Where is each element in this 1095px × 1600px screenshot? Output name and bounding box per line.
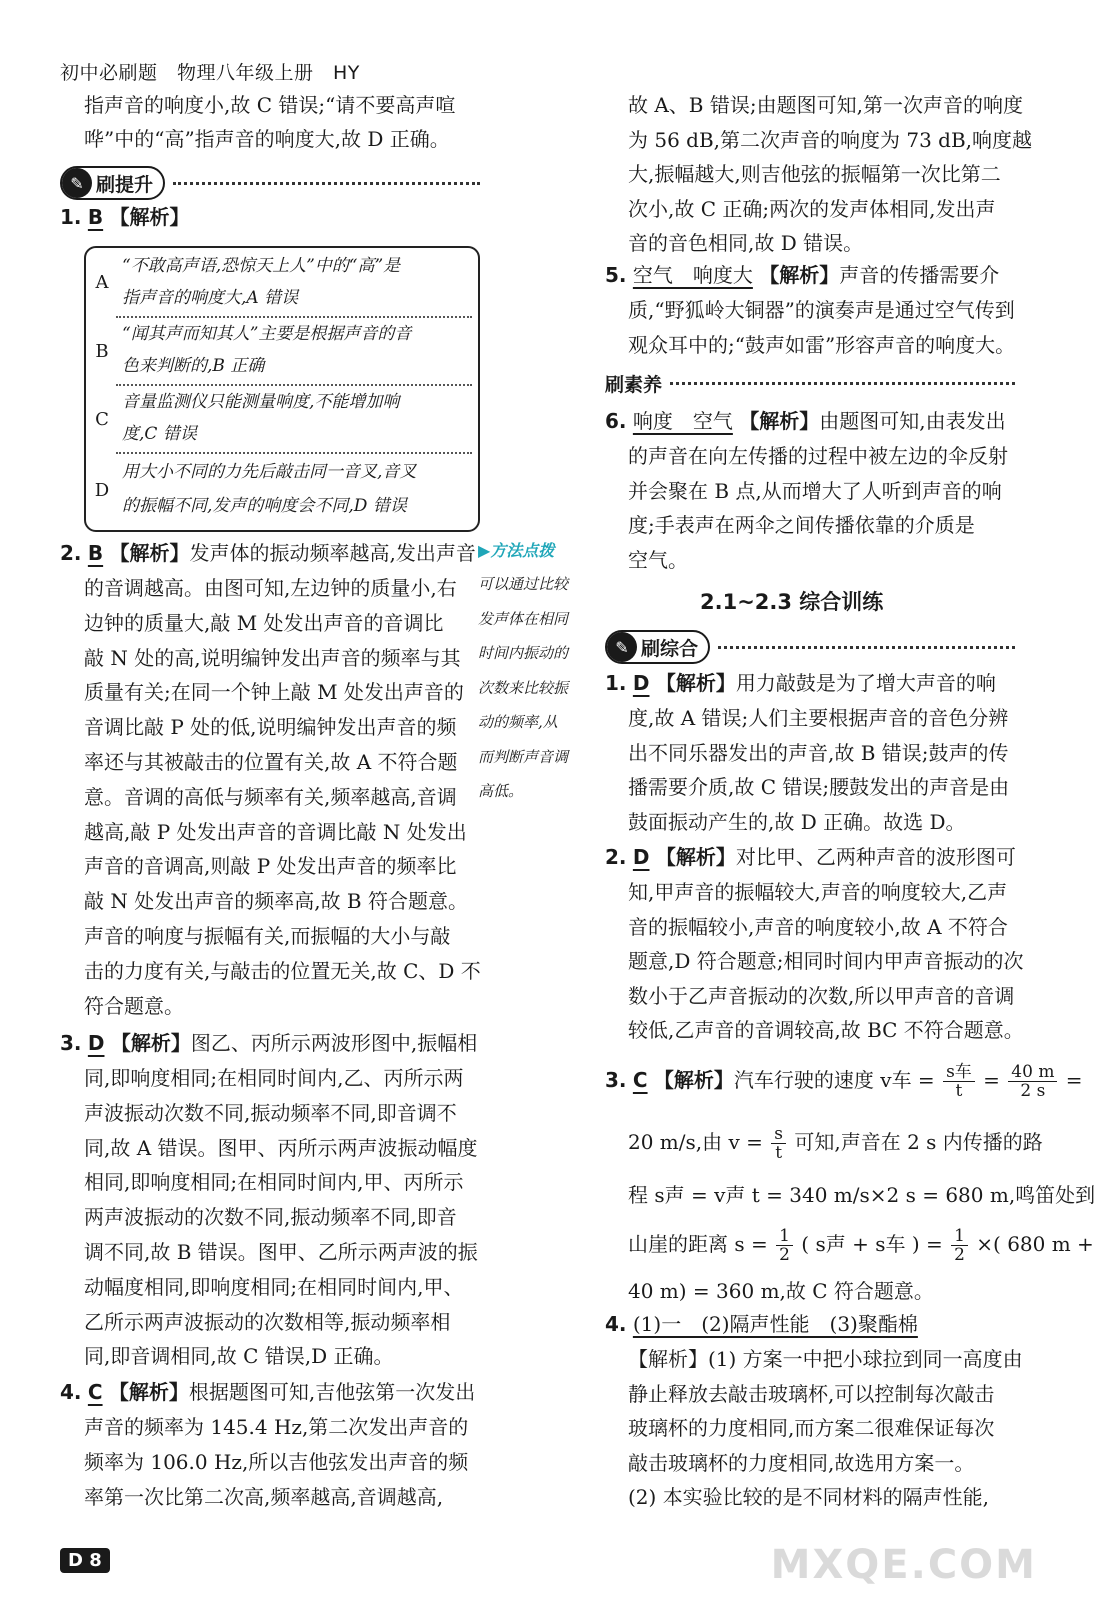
text-line: 数小于乙声音振动的次数,所以甲声音的音调	[628, 983, 1015, 1008]
c1-number: 1.	[605, 671, 627, 695]
tip-line: 可以通过比较	[478, 575, 569, 593]
c1-answer: D	[632, 671, 650, 695]
text-line: 的音调越高。由图可知,左边钟的质量小,右	[84, 576, 457, 600]
fraction	[951, 1227, 968, 1264]
c3-text: ( s声 + s车 ) =	[801, 1232, 943, 1256]
sub-section-label: 刷素养	[605, 373, 663, 396]
q3-tag: 【解析】	[110, 1031, 191, 1055]
text-line: 率第一次比第二次高,频率越高,音调越高,	[84, 1484, 444, 1509]
box-text: 指声音的响度大,A 错误	[122, 288, 299, 308]
text-line: 边钟的质量大,敲 M 处发出声音的音调比	[84, 610, 444, 635]
q2-number: 2.	[60, 541, 82, 565]
dotted-rule	[718, 646, 1015, 649]
q4-tag: 【解析】	[108, 1380, 189, 1404]
box-letter: D	[94, 479, 110, 501]
intro-line-1: 指声音的响度小,故 C 错误;“请不要高声喧	[84, 93, 456, 117]
q6-tag: 【解析】	[739, 409, 820, 433]
section-badge	[605, 630, 710, 664]
q4-header	[60, 1375, 475, 1410]
text-line: 并会聚在 B 点,从而增大了人听到声音的响	[628, 478, 1002, 503]
text-line: 敲 N 处的高,说明编钟发出声音的频率与其	[84, 645, 461, 670]
text-line: 播需要介质,故 C 错误;腰鼓发出的声音是由	[628, 775, 1010, 799]
text-line: 相同,即响度相同;在相同时间内,甲、丙所示	[84, 1170, 464, 1195]
fraction	[943, 1063, 975, 1100]
box-text: 音量监测仪只能测量响度,不能增加响	[122, 392, 400, 412]
c2-first: 对比甲、乙两种声音的波形图可	[735, 845, 1016, 869]
text-line: 质,“野狐岭大铜器”的演奏声是通过空气传到	[628, 298, 1015, 322]
equals: =	[983, 1068, 1000, 1092]
fraction-denominator: t	[775, 1143, 783, 1163]
fraction-numerator: 1	[951, 1227, 968, 1246]
fraction-denominator: 2 s	[1020, 1081, 1046, 1101]
tip-line: 高低。	[478, 782, 524, 800]
fraction	[771, 1125, 786, 1162]
c4-answer: (1)一 (2)隔声性能 (3)聚酯棉	[632, 1312, 918, 1336]
text-line: 声波振动次数不同,振动频率不同,即音调不	[84, 1100, 457, 1125]
c3-line-4	[628, 1222, 1094, 1266]
tip-line: 时间内振动的	[478, 644, 569, 662]
q3-answer: D	[87, 1031, 105, 1055]
q1-tag: 【解析】	[109, 205, 190, 229]
text-line: 度,故 A 错误;人们主要根据声音的音色分辨	[628, 706, 1009, 730]
box-row-a	[86, 248, 478, 316]
c2-tag: 【解析】	[655, 845, 736, 869]
tip-line: 而判断声音调	[478, 747, 569, 766]
text-line: 动幅度相同,即响度相同;在相同时间内,甲、	[84, 1274, 464, 1299]
page-number: D 8	[60, 1548, 110, 1573]
section-label: 刷综合	[641, 637, 699, 660]
box-text: 的振幅不同,发声的响度会不同,D 错误	[122, 496, 407, 516]
q5-header	[605, 258, 999, 293]
text-line: 知,甲声音的振幅较大,声音的响度较大,乙声	[628, 880, 1008, 904]
q5-tag: 【解析】	[759, 263, 840, 287]
text-line: 观众耳中的;“鼓声如雷”形容声音的响度大。	[628, 332, 1016, 357]
text-line: 音调比敲 P 处的低,说明编钟发出声音的频	[84, 715, 457, 740]
text-line: 鼓面振动产生的,故 D 正确。故选 D。	[628, 809, 966, 834]
c3-line-2	[628, 1120, 1043, 1164]
box-text: 用大小不同的力先后敲击同一音叉,音叉	[122, 462, 417, 482]
tip-line: 动的频率,从	[478, 713, 558, 731]
q6-number: 6.	[605, 409, 627, 433]
q1-answer: B	[87, 205, 104, 229]
text-line: 度;手表声在两伞之间传播依靠的介质是	[628, 513, 975, 537]
q2-header	[60, 536, 476, 571]
c3-line-3: 程 s声 = v声 t = 340 m/s×2 s = 680 m,鸣笛处到	[628, 1183, 1095, 1207]
text-line: 击的力度有关,与敲击的位置无关,故 C、D 不	[84, 958, 481, 983]
dotted-rule	[173, 182, 480, 185]
text-line: 调不同,故 B 错误。图甲、乙所示两声波的振	[84, 1240, 478, 1264]
q3-header	[60, 1026, 477, 1061]
equals: =	[1065, 1068, 1083, 1092]
text-line: 出不同乐器发出的声音,故 B 错误;鼓声的传	[628, 740, 1009, 765]
text-line: 空气。	[628, 547, 688, 572]
c2-header	[605, 840, 1016, 875]
c4-header	[605, 1307, 918, 1342]
text-line: 频率为 106.0 Hz,所以吉他弦发出声音的频	[84, 1449, 469, 1474]
c3-answer: C	[632, 1068, 648, 1092]
text-line: 同,即响度相同;在相同时间内,乙、丙所示两	[84, 1066, 464, 1090]
text-line: 音的振幅较小,声音的响度较小,故 A 不符合	[628, 914, 1008, 939]
c3-text: ×( 680 m +	[976, 1232, 1094, 1256]
method-tip	[478, 538, 598, 809]
q3-number: 3.	[60, 1031, 82, 1055]
q1-header	[60, 200, 189, 235]
q6-first: 由题图可知,由表发出	[819, 409, 1006, 433]
text-line: 符合题意。	[84, 993, 184, 1018]
tip-body	[478, 567, 598, 809]
text-line: 静止释放去敲击玻璃杯,可以控制每次敲击	[628, 1381, 995, 1406]
section-badge	[60, 166, 165, 200]
q4-first: 根据题图可知,吉他弦第一次发出	[188, 1380, 476, 1404]
text-line: 大,振幅越大,则吉他弦的振幅第一次比第二	[628, 162, 1001, 186]
box-text: “闻其声而知其人”主要是根据声音的音	[122, 324, 412, 344]
text-line: 越高,敲 P 处发出声音的音调比敲 N 处发出	[84, 819, 467, 844]
tip-line: 发声体在相同	[478, 609, 569, 628]
box-row-d	[86, 454, 478, 526]
text-line: 较低,乙声音的音调较高,故 BC 不符合题意。	[628, 1018, 1024, 1042]
text-line: 同,故 A 错误。图甲、丙所示两声波振动幅度	[84, 1135, 478, 1160]
q4-number: 4.	[60, 1380, 82, 1404]
text-line: 题意,D 符合题意;相同时间内甲声音振动的次	[628, 949, 1024, 973]
watermark: MXQE.COM	[770, 1542, 1037, 1588]
box-text: 色来判断的,B 正确	[122, 356, 265, 376]
text-line: 故 A、B 错误;由题图可知,第一次声音的响度	[628, 93, 1023, 117]
c3-tag: 【解析】	[653, 1068, 734, 1092]
chapter-heading: 2.1~2.3 综合训练	[700, 590, 884, 614]
q2-tag: 【解析】	[109, 541, 190, 565]
fraction-denominator: 2	[954, 1245, 965, 1265]
box-letter: C	[95, 408, 109, 430]
c3-text: 20 m/s,由 v =	[628, 1130, 763, 1154]
text-line: 玻璃杯的力度相同,而方案二很难保证每次	[628, 1416, 995, 1440]
text-line: 质量有关;在同一个钟上敲 M 处发出声音的	[84, 680, 464, 705]
c2-answer: D	[632, 845, 650, 869]
tip-line: 次数来比较振	[478, 678, 569, 697]
section-banner-comprehensive	[605, 630, 1015, 664]
q4-answer: C	[87, 1380, 103, 1404]
q1-number: 1.	[60, 205, 82, 229]
box-text: 度,C 错误	[122, 424, 197, 444]
text-line: 敲击玻璃杯的力度相同,故选用方案一。	[628, 1450, 975, 1475]
q2-answer: B	[87, 541, 104, 565]
fraction-numerator: 1	[776, 1227, 793, 1246]
box-text: “不敢高声语,恐惊天上人”中的“高”是	[122, 256, 401, 276]
fraction-numerator: s车	[943, 1063, 975, 1082]
q6-answer: 响度 空气	[632, 409, 733, 433]
c4-number: 4.	[605, 1312, 627, 1336]
q3-first: 图乙、丙所示两波形图中,振幅相	[190, 1031, 478, 1055]
fraction-numerator: s	[771, 1125, 786, 1144]
q6-header	[605, 404, 1006, 439]
c2-number: 2.	[605, 845, 627, 869]
text-line: 声音的响度与振幅有关,而振幅的大小与敲	[84, 924, 451, 948]
c1-first: 用力敲鼓是为了增大声音的响	[735, 671, 996, 695]
text-line: 两声波振动的次数不同,振动频率不同,即音	[84, 1205, 457, 1230]
text-line: 意。音调的高低与频率有关,频率越高,音调	[84, 784, 457, 809]
text-line: 声音的频率为 145.4 Hz,第二次发出声音的	[84, 1415, 469, 1439]
box-row-c	[86, 386, 478, 452]
c3-first: 汽车行驶的速度 v车 =	[733, 1068, 935, 1092]
running-header: 初中必刷题 物理八年级上册 HY	[60, 62, 360, 84]
book-icon: ✎	[62, 168, 92, 198]
q1-analysis-box	[84, 246, 480, 532]
text-line: 率还与其被敲击的位置有关,故 A 不符合题	[84, 750, 458, 774]
book-icon: ✎	[607, 632, 637, 662]
section-banner-improve	[60, 166, 480, 200]
fraction	[776, 1227, 793, 1264]
c3-text: 可知,声音在 2 s 内传播的路	[794, 1130, 1043, 1154]
dotted-rule	[670, 382, 1015, 385]
text-line: 【解析】(1) 方案一中把小球拉到同一高度由	[628, 1347, 1023, 1371]
intro-line-2: 哗”中的“高”指声音的响度大,故 D 正确。	[84, 127, 450, 151]
fraction	[1008, 1063, 1057, 1100]
c1-tag: 【解析】	[655, 671, 736, 695]
section-banner-literacy	[605, 366, 1015, 400]
text-line: (2) 本实验比较的是不同材料的隔声性能,	[628, 1485, 990, 1509]
c3-line-1	[605, 1058, 1083, 1102]
c3-text: 山崖的距离 s =	[628, 1232, 768, 1256]
text-line: 音的音色相同,故 D 错误。	[628, 231, 864, 255]
text-line: 次小,故 C 正确;两次的发声体相同,发出声	[628, 196, 996, 221]
fraction-denominator: t	[955, 1081, 963, 1101]
q2-first: 发声体的振动频率越高,发出声音	[189, 541, 476, 565]
c3-line-5: 40 m) = 360 m,故 C 符合题意。	[628, 1279, 934, 1303]
box-row-b	[86, 318, 478, 384]
q5-answer: 空气 响度大	[632, 263, 753, 287]
text-line: 为 56 dB,第二次声音的响度为 73 dB,响度越	[628, 127, 1033, 152]
text-line: 的声音在向左传播的过程中被左边的伞反射	[628, 444, 1008, 468]
fraction-numerator: 40 m	[1008, 1063, 1057, 1082]
text-line: 乙所示两声波振动的次数相等,振动频率相	[84, 1309, 451, 1334]
q5-number: 5.	[605, 263, 627, 287]
box-letter: A	[95, 271, 109, 293]
fraction-denominator: 2	[779, 1245, 790, 1265]
text-line: 声音的音调高,则敲 P 处发出声音的频率比	[84, 854, 457, 879]
tip-title: ▶方法点拨	[478, 541, 555, 560]
text-line: 敲 N 处发出声音的频率高,故 B 符合题意。	[84, 889, 468, 914]
c3-number: 3.	[605, 1068, 627, 1092]
text-line: 同,即音调相同,故 C 错误,D 正确。	[84, 1344, 394, 1369]
box-letter: B	[95, 340, 109, 362]
q5-first: 声音的传播需要介	[839, 263, 1000, 287]
c1-header	[605, 666, 996, 701]
section-label: 刷提升	[96, 173, 154, 196]
